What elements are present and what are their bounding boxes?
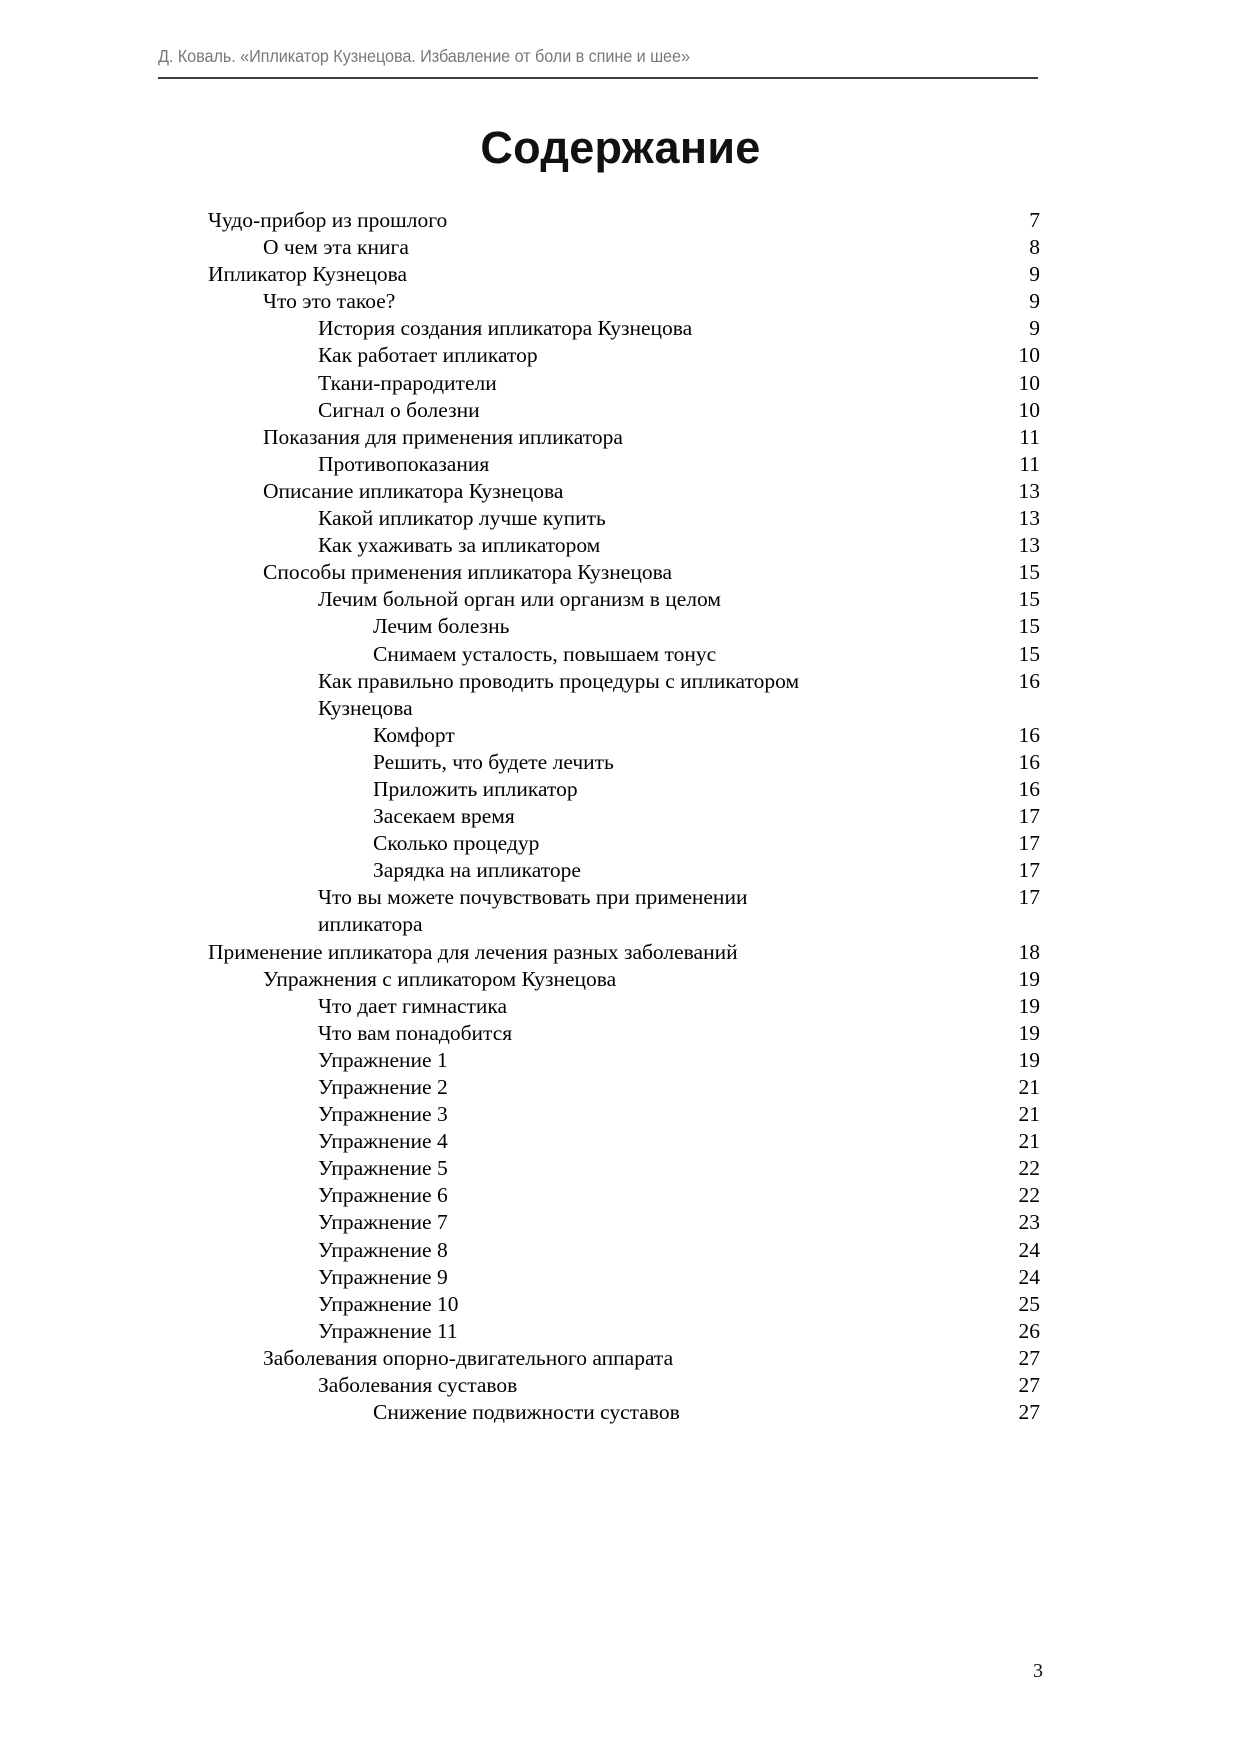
toc-entry[interactable] — [208, 559, 1040, 586]
toc-entry[interactable] — [208, 478, 1040, 505]
toc-entry[interactable] — [208, 370, 1040, 397]
toc-entry[interactable] — [208, 1209, 1040, 1236]
toc-entry-label: Что вам понадобится — [318, 1020, 513, 1045]
toc-entry-label: Упражнение 3 — [318, 1102, 448, 1127]
running-header — [158, 46, 1038, 67]
toc-entry-label: Что это такое? — [263, 289, 396, 314]
toc-entry-label: Применение ипликатора для лечения разных заболеваний — [208, 939, 738, 964]
toc-entry[interactable] — [208, 532, 1040, 559]
toc-entry-label: Засекаем время — [373, 804, 515, 829]
toc-entry-page-number: 17 — [1018, 804, 1040, 829]
toc-entry-label: Сигнал о болезни — [318, 397, 480, 422]
toc-entry-page-number: 10 — [1018, 397, 1040, 422]
toc-entry-label: Кузнецова — [318, 695, 413, 720]
toc-entry-label: История создания ипликатора Кузнецова — [318, 316, 693, 341]
toc-entry-page-number: 26 — [1018, 1318, 1040, 1343]
toc-entry-page-number: 13 — [1018, 506, 1040, 531]
toc-entry-label: Решить, что будете лечить — [373, 749, 614, 774]
toc-entry-label: Упражнение 5 — [318, 1156, 448, 1181]
toc-entry-label: Способы применения ипликатора Кузнецова — [263, 560, 672, 585]
toc-entry-label: Упражнение 7 — [318, 1210, 448, 1235]
toc-entry[interactable] — [208, 234, 1040, 261]
toc-entry-label: ипликатора — [318, 912, 423, 937]
toc-entry-page-number: 11 — [1019, 424, 1040, 449]
table-of-contents — [208, 207, 1040, 1426]
toc-entry-label: Снижение подвижности суставов — [373, 1400, 680, 1425]
toc-entry-page-number: 15 — [1018, 560, 1040, 585]
toc-entry-label: Противопоказания — [318, 451, 490, 476]
toc-entry-label: Упражнение 11 — [318, 1318, 458, 1343]
toc-entry[interactable] — [208, 993, 1040, 1020]
toc-entry-page-number: 19 — [1018, 1047, 1040, 1072]
page-title: Содержание — [480, 122, 761, 173]
toc-entry-label: Показания для применения ипликатора — [263, 424, 623, 449]
toc-entry-label: Заболевания суставов — [318, 1373, 518, 1398]
toc-entry[interactable] — [208, 857, 1040, 884]
toc-entry-page-number: 16 — [1018, 668, 1040, 693]
toc-entry-label: Лечим болезнь — [373, 614, 510, 639]
toc-entry-label: Сколько процедур — [373, 831, 540, 856]
toc-entry[interactable] — [208, 1345, 1040, 1372]
toc-entry-page-number: 11 — [1019, 451, 1040, 476]
toc-entry-label: Описание ипликатора Кузнецова — [263, 478, 564, 503]
toc-entry-label: Как ухаживать за ипликатором — [318, 533, 601, 558]
toc-entry[interactable] — [208, 424, 1040, 451]
toc-entry-page-number: 21 — [1018, 1102, 1040, 1127]
toc-entry-label: Упражнение 6 — [318, 1183, 448, 1208]
toc-entry-page-number: 19 — [1018, 966, 1040, 991]
toc-entry-page-number: 17 — [1018, 858, 1040, 883]
toc-entry[interactable] — [208, 586, 1040, 613]
toc-entry-page-number: 8 — [1029, 235, 1040, 260]
toc-entry[interactable] — [208, 261, 1040, 288]
toc-entry-page-number: 13 — [1018, 533, 1040, 558]
toc-entry-label: Ткани-прародители — [318, 370, 497, 395]
toc-entry-page-number: 25 — [1018, 1291, 1040, 1316]
toc-entry-page-number: 13 — [1018, 478, 1040, 503]
toc-entry-label: Упражнение 10 — [318, 1291, 459, 1316]
toc-entry[interactable] — [208, 1101, 1040, 1128]
toc-entry[interactable] — [208, 1318, 1040, 1345]
toc-entry[interactable] — [208, 505, 1040, 532]
toc-entry-page-number: 9 — [1029, 316, 1040, 341]
toc-entry-page-number: 27 — [1018, 1345, 1040, 1370]
toc-entry[interactable] — [208, 288, 1040, 315]
toc-entry-page-number: 17 — [1018, 885, 1040, 910]
toc-entry[interactable] — [208, 884, 1040, 911]
toc-entry-page-number: 24 — [1018, 1264, 1040, 1289]
toc-entry[interactable] — [208, 830, 1040, 857]
toc-entry[interactable] — [208, 1264, 1040, 1291]
toc-entry[interactable] — [208, 749, 1040, 776]
toc-entry-label: О чем эта книга — [263, 235, 409, 260]
toc-entry-label: Упражнение 1 — [318, 1047, 448, 1072]
toc-entry-page-number: 18 — [1018, 939, 1040, 964]
toc-entry[interactable] — [208, 1047, 1040, 1074]
toc-entry-label: Чудо-прибор из прошлого — [208, 208, 448, 232]
toc-entry[interactable] — [208, 776, 1040, 803]
toc-entry-label: Комфорт — [373, 722, 455, 747]
toc-entry-page-number: 27 — [1018, 1400, 1040, 1425]
toc-entry-label: Как работает ипликатор — [318, 343, 538, 368]
toc-entry-page-number: 10 — [1018, 343, 1040, 368]
toc-entry-page-number: 10 — [1018, 370, 1040, 395]
toc-entry[interactable] — [208, 207, 1040, 234]
toc-entry[interactable] — [208, 803, 1040, 830]
toc-entry-label: Снимаем усталость, повышаем тонус — [373, 641, 717, 666]
toc-entry[interactable] — [208, 966, 1040, 993]
toc-entry[interactable] — [208, 722, 1040, 749]
toc-entry[interactable] — [208, 451, 1040, 478]
toc-entry[interactable] — [208, 1074, 1040, 1101]
toc-entry-page-number: 21 — [1018, 1129, 1040, 1154]
toc-entry-label: Упражнение 4 — [318, 1129, 448, 1154]
toc-entry-label: Заболевания опорно-двигательного аппарата — [263, 1345, 674, 1370]
toc-entry-label: Что дает гимнастика — [318, 993, 508, 1018]
toc-entry[interactable] — [208, 342, 1040, 369]
toc-entry-page-number: 9 — [1029, 262, 1040, 287]
toc-entry-label: Зарядка на ипликаторе — [373, 858, 581, 883]
toc-entry-page-number: 9 — [1029, 289, 1040, 314]
running-header-text: Д. Коваль. «Ипликатор Кузнецова. Избавление от боли в спине и шее» — [158, 46, 690, 66]
toc-entry-label: Упражнение 8 — [318, 1237, 448, 1262]
toc-entry[interactable] — [208, 939, 1040, 966]
toc-entry-page-number: 24 — [1018, 1237, 1040, 1262]
toc-entry-label: Какой ипликатор лучше купить — [318, 506, 606, 531]
toc-entry[interactable] — [208, 1372, 1040, 1399]
toc-entry-page-number: 23 — [1018, 1210, 1040, 1235]
toc-entry-label: Ипликатор Кузнецова — [208, 262, 408, 287]
toc-entry[interactable] — [208, 1155, 1040, 1182]
toc-entry-page-number: 15 — [1018, 587, 1040, 612]
toc-entry[interactable] — [208, 1237, 1040, 1264]
toc-entry[interactable] — [208, 1020, 1040, 1047]
toc-entry[interactable] — [208, 613, 1040, 640]
toc-entry-page-number: 16 — [1018, 749, 1040, 774]
toc-entry-page-number: 19 — [1018, 1020, 1040, 1045]
toc-entry-page-number: 17 — [1018, 831, 1040, 856]
toc-entry-label: Упражнения с ипликатором Кузнецова — [263, 966, 617, 991]
toc-entry-label: Что вы можете почувствовать при применении — [318, 885, 748, 910]
toc-entry[interactable] — [208, 1182, 1040, 1209]
toc-entry[interactable] — [208, 397, 1040, 424]
toc-entry-page-number: 15 — [1018, 614, 1040, 639]
toc-entry-page-number: 15 — [1018, 641, 1040, 666]
toc-entry-page-number: 16 — [1018, 722, 1040, 747]
toc-entry-page-number: 7 — [1029, 208, 1040, 232]
toc-entry[interactable] — [208, 641, 1040, 668]
toc-entry-page-number: 16 — [1018, 776, 1040, 801]
toc-entry-label: Как правильно проводить процедуры с ипликатором — [318, 668, 800, 693]
header-divider — [158, 77, 1038, 79]
toc-entry-page-number: 27 — [1018, 1373, 1040, 1398]
toc-entry[interactable] — [208, 1291, 1040, 1318]
toc-entry[interactable] — [208, 668, 1040, 695]
toc-entry-label: Приложить ипликатор — [373, 776, 578, 801]
toc-entry-label: Лечим больной орган или организм в целом — [318, 587, 721, 612]
toc-entry[interactable] — [208, 1399, 1040, 1426]
toc-entry-page-number: 21 — [1018, 1075, 1040, 1099]
toc-entry-page-number: 22 — [1018, 1156, 1040, 1181]
toc-entry-label: Упражнение 2 — [318, 1075, 448, 1099]
toc-entry[interactable] — [208, 1128, 1040, 1155]
toc-entry-page-number: 19 — [1018, 993, 1040, 1018]
toc-entry[interactable] — [208, 911, 1040, 938]
toc-entry[interactable] — [208, 315, 1040, 342]
toc-entry[interactable] — [208, 695, 1040, 722]
toc-entry-page-number: 22 — [1018, 1183, 1040, 1208]
page-folio: 3 — [1033, 1660, 1043, 1682]
toc-entry-label: Упражнение 9 — [318, 1264, 448, 1289]
